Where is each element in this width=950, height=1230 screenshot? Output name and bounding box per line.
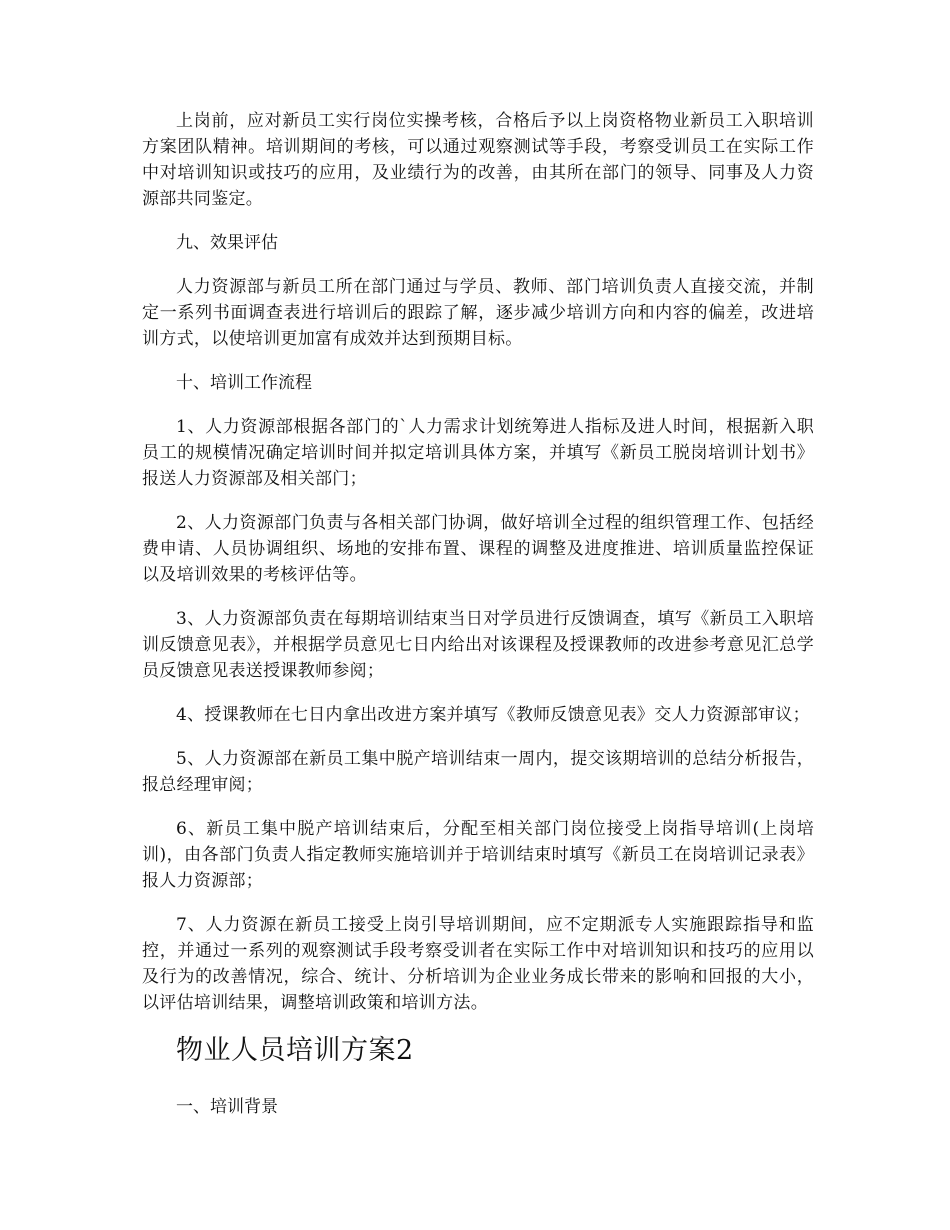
workflow-step-3: 3、人力资源部负责在每期培训结束当日对学员进行反馈调查，填写《新员工入职培训反馈意见表》，并根据学员意见七日内给出对该课程及授课教师的改进参考意见汇总学员反馈意见表送授课教师参阅； <box>142 609 814 681</box>
document-page <box>142 108 814 1138</box>
workflow-step-7: 7、人力资源在新员工接受上岗引导培训期间，应不定期派专人实施跟踪指导和监控，并通过一系列的观察测试手段考察受训者在实际工作中对培训知识和技巧的应用以及行为的改善情况，综合、统计、分析培训为企业业务成长带来的影响和回报的大小，以评估培训结果，调整培训政策和培训方法。 <box>142 915 814 1013</box>
workflow-step-5: 5、人力资源部在新员工集中脱产培训结束一周内，提交该期培训的总结分析报告，报总经理审阅； <box>142 749 814 795</box>
heading-training-workflow: 十、培训工作流程 <box>176 373 312 393</box>
paragraph-assessment: 上岗前，应对新员工实行岗位实操考核，合格后予以上岗资格物业新员工入职培训方案团队精神。培训期间的考核，可以通过观察测试等手段，考察受训员工在实际工作中对培训知识或技巧的应用，及业绩行为的改善，由其所在部门的领导、同事及人力资源部共同鉴定。 <box>142 111 814 209</box>
workflow-step-1: 1、人力资源部根据各部门的`人力需求计划统筹进人指标及进人时间，根据新入职员工的规模情况确定培训时间并拟定培训具体方案，并填写《新员工脱岗培训计划书》报送人力资源部及相关部门； <box>142 417 814 489</box>
document-title-2: 物业人员培训方案2 <box>176 1035 414 1066</box>
workflow-step-6: 6、新员工集中脱产培训结束后，分配至相关部门岗位接受上岗指导培训(上岗培训)，由各部门负责人指定教师实施培训并于培训结束时填写《新员工在岗培训记录表》报人力资源部； <box>142 819 814 891</box>
workflow-step-2: 2、人力资源部门负责与各相关部门协调，做好培训全过程的组织管理工作、包括经费申请、人员协调组织、场地的安排布置、课程的调整及进度推进、培训质量监控保证以及培训效果的考核评估等。 <box>142 513 814 585</box>
paragraph-evaluation: 人力资源部与新员工所在部门通过与学员、教师、部门培训负责人直接交流，并制定一系列书面调查表进行培训后的跟踪了解，逐步减少培训方向和内容的偏差，改进培训方式，以使培训更加富有成效并达到预期目标。 <box>142 277 814 349</box>
heading-effect-evaluation: 九、效果评估 <box>176 233 278 253</box>
heading-training-background: 一、培训背景 <box>176 1097 278 1117</box>
workflow-step-4: 4、授课教师在七日内拿出改进方案并填写《教师反馈意见表》交人力资源部审议； <box>176 705 810 725</box>
